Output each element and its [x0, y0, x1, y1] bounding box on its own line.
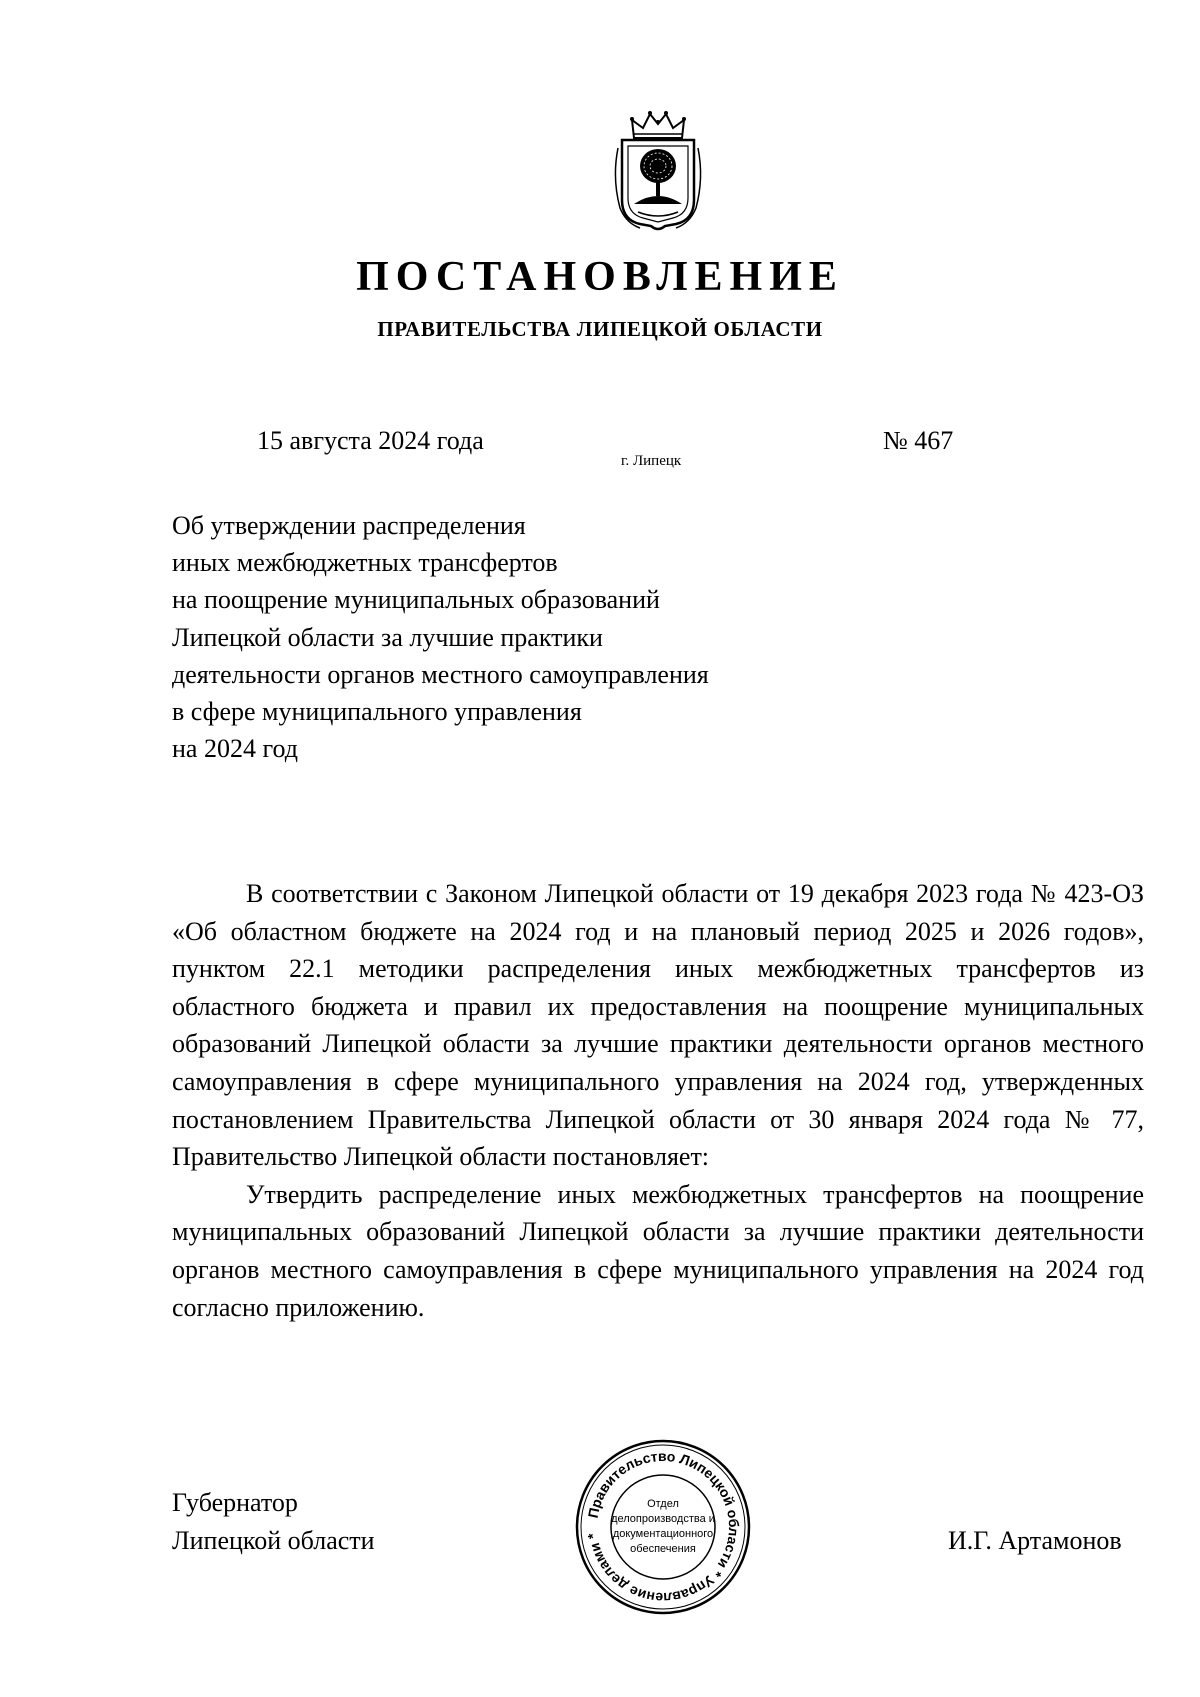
signer-position: [172, 1484, 375, 1560]
subject-line: на поощрение муниципальных образований: [172, 585, 660, 615]
body-paragraph: В соответствии с Законом Липецкой области от 19 декабря 2023 года № 423-ОЗ «Об областном бюджете на 2024 год и на плановый период 2025 и 2026 годов», пунктом 22.1 методики распределения иных межбюджетных трансфертов из областного бюджета и правил их предоставления на поощрение муниципальных образований Липецкой области за лучшие практики деятельности органов местного самоуправления в сфере муниципального управления на 2024 год, утвержденных постановлением Правительства Липецкой области от 30 января 2024 года № 77, Правительство Липецкой области постановляет:: [172, 879, 1144, 1172]
stamp-center-line: делопроизводства и: [611, 1513, 715, 1525]
signer-position-line: Липецкой области: [172, 1526, 375, 1555]
signer-position-line: Губернатор: [172, 1488, 298, 1517]
subject-line: на 2024 год: [172, 734, 298, 764]
document-number: № 467: [883, 426, 954, 455]
stamp-center-line: обеспечения: [630, 1543, 696, 1555]
official-stamp: [573, 1437, 753, 1617]
stamp-center-line: Отдел: [647, 1498, 679, 1510]
document-subject: [172, 507, 709, 767]
document-title: ПОСТАНОВЛЕНИЕ: [356, 254, 844, 300]
document-body: [172, 875, 1144, 1326]
subject-line: иных межбюджетных трансфертов: [172, 548, 558, 578]
document-subtitle: ПРАВИТЕЛЬСТВА ЛИПЕЦКОЙ ОБЛАСТИ: [377, 317, 823, 341]
subject-line: Липецкой области за лучшие практики: [172, 622, 603, 652]
signer-name: И.Г. Артамонов: [948, 1526, 1122, 1555]
coat-of-arms-icon: [608, 108, 708, 238]
subject-line: в сфере муниципального управления: [172, 697, 582, 727]
document-date: 15 августа 2024 года: [257, 426, 484, 455]
subject-line: Об утверждении распределения: [172, 511, 526, 540]
body-paragraph: Утвердить распределение иных межбюджетных трансфертов на поощрение муниципальных образований Липецкой области за лучшие практики деятельности органов местного самоуправления в сфере муниципального управления на 2024 год согласно приложению.: [172, 1179, 1144, 1322]
document-city: г. Липецк: [621, 453, 682, 469]
stamp-center-line: документационного: [612, 1528, 714, 1540]
subject-line: деятельности органов местного самоуправления: [172, 659, 709, 689]
stamp-outer-text: Правительство Липецкой области * Управление делами *: [584, 1447, 743, 1607]
